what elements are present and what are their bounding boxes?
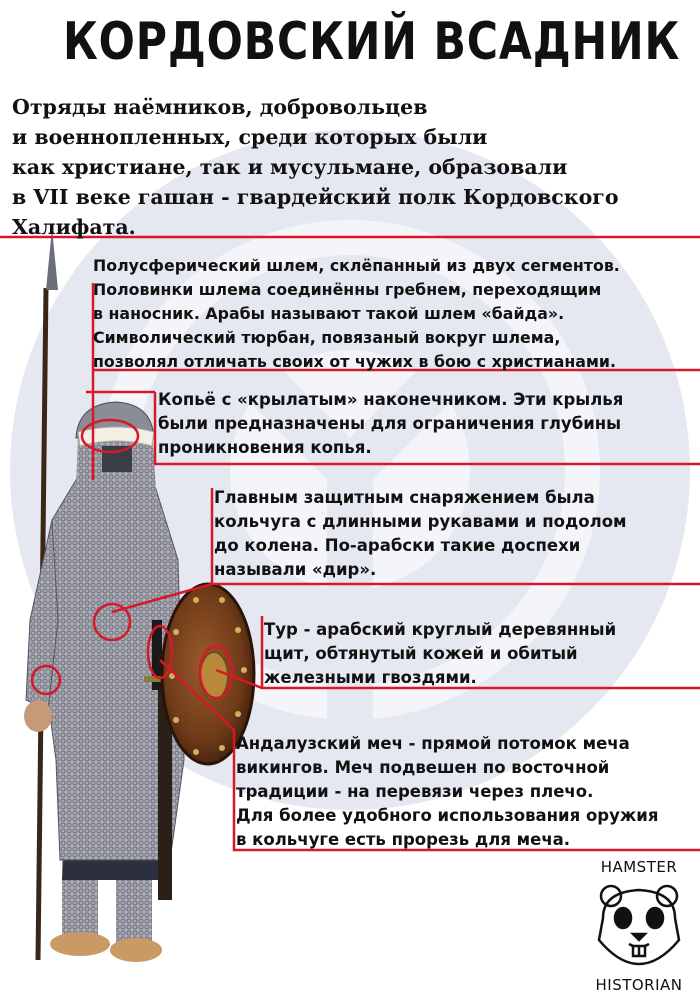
- callout-line: позволял отличать своих от чужих в бою с христианами.: [93, 352, 616, 371]
- intro-line: Халифата.: [12, 215, 136, 239]
- spear-callout: [158, 388, 623, 460]
- helmet-callout: [93, 254, 620, 374]
- callout-line: в наносник. Арабы называют такой шлем «байда».: [93, 304, 565, 323]
- callout-line: щит, обтянутый кожей и обитый: [264, 644, 578, 663]
- callout-line: викингов. Меч подвешен по восточной: [236, 758, 610, 777]
- hamster-historian-logo: [583, 858, 695, 994]
- sword-callout: [236, 732, 658, 852]
- callout-line: железными гвоздями.: [264, 668, 477, 687]
- callout-line: Тур - арабский круглый деревянный: [264, 620, 617, 639]
- logo-bottom-text: HISTORIAN: [595, 976, 683, 994]
- callout-line: Андалузский меч - прямой потомок меча: [236, 734, 630, 753]
- chainmail-callout: [214, 486, 627, 582]
- hamster-icon: [589, 878, 689, 968]
- intro-paragraph: [12, 92, 692, 242]
- callout-line: проникновения копья.: [158, 438, 372, 457]
- callout-line: кольчуга с длинными рукавами и подолом: [214, 512, 627, 531]
- callout-line: были предназначены для ограничения глубины: [158, 414, 622, 433]
- callout-line: Для более удобного использования оружия: [236, 806, 659, 825]
- shield-callout: [264, 618, 616, 690]
- callout-line: называли «дир».: [214, 560, 377, 579]
- callout-line: Половинки шлема соединённы гребнем, переходящим: [93, 280, 602, 299]
- callout-line: до колена. По-арабски такие доспехи: [214, 536, 581, 555]
- callout-line: Полусферический шлем, склёпанный из двух сегментов.: [93, 256, 620, 275]
- callout-line: в кольчуге есть прорезь для меча.: [236, 830, 571, 849]
- logo-top-text: HAMSTER: [600, 858, 678, 876]
- intro-line: как христиане, так и мусульмане, образовали: [12, 155, 568, 179]
- callout-line: Главным защитным снаряжением была: [214, 488, 595, 507]
- intro-line: в VII веке гашан - гвардейский полк Кордовского: [12, 185, 619, 209]
- intro-line: Отряды наёмников, добровольцев: [12, 95, 428, 119]
- callout-line: Символический тюрбан, повязаный вокруг шлема,: [93, 328, 561, 347]
- callout-line: традиции - на перевязи через плечо.: [236, 782, 594, 801]
- callout-line: Копьё с «крылатым» наконечником. Эти крылья: [158, 390, 624, 409]
- intro-line: и военнопленных, среди которых были: [12, 125, 488, 149]
- page-title: КОРДОВСКИЙ ВСАДНИК: [63, 12, 681, 72]
